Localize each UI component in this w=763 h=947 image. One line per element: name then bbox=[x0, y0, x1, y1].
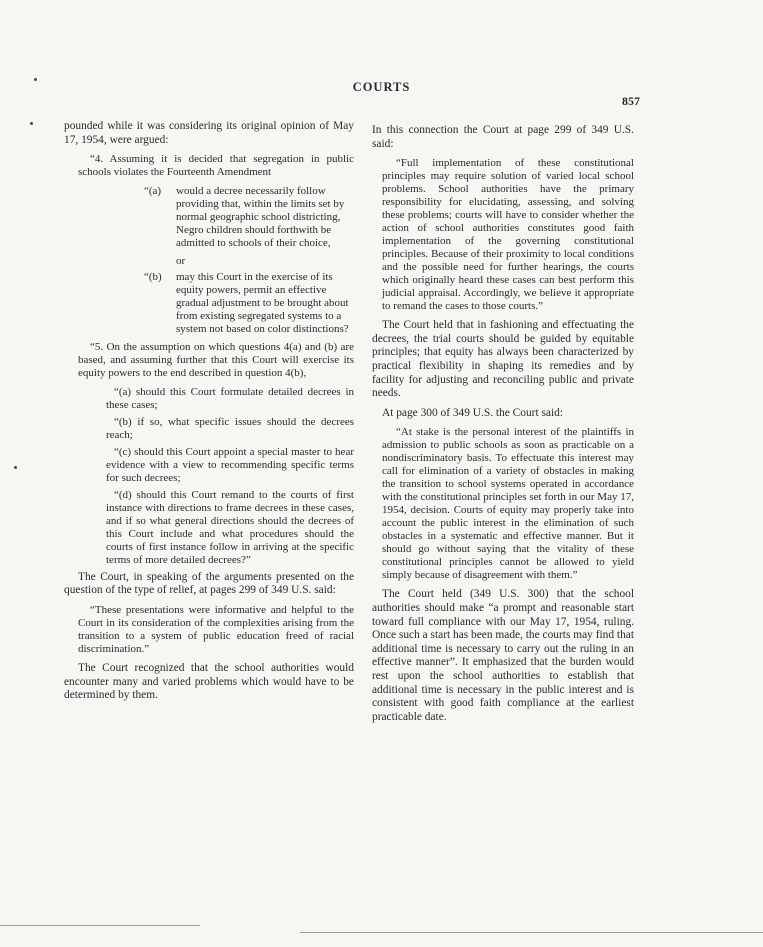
block-quote: “These presentations were informative and helpful to the Court in its consideration of the complexities arising from the transition to a system of public education freed of racial discrimination.” bbox=[78, 603, 354, 655]
block-quote: “At stake is the personal interest of the plaintiffs in admission to public schools as soon as practicable on a nondiscriminatory basis. To effectuate this interest may call for elimination of a variety of obstacles in making the transition to school systems operated in accordance with the constitutional principles set forth in our May 17, 1954, decision. Courts of equity may properly take into account the public interest in the elimination of such obstacles in a systematic and effective manner. But it should go without saying that the vitality of these constitutional principles cannot be allowed to yield simply because of disagreement with them.” bbox=[382, 426, 634, 582]
question-5b: “(b) if so, what specific issues should the decrees reach; bbox=[106, 415, 354, 441]
item-text: would a decree necessarily follow providing that, within the limits set by normal geographic school districting, Negro children should forthwith be admitted to schools of their choice, bbox=[176, 185, 345, 250]
item-text: may this Court in the exercise of its equity powers, permit an effective gradual adjustment to be brought about from existing segregated systems to a system not based on color distinctions? bbox=[176, 270, 349, 335]
scan-speck bbox=[14, 466, 17, 469]
page-number: 857 bbox=[622, 94, 640, 108]
item-label: “(a) bbox=[144, 185, 162, 198]
paragraph: pounded while it was considering its original opinion of May 17, 1954, were argued: bbox=[64, 120, 354, 146]
paragraph: In this connection the Court at page 299 of 349 U.S. said: bbox=[372, 124, 634, 150]
question-5d: “(d) should this Court remand to the courts of first instance with directions to frame decrees in these cases, and if so what general directions should the decrees of this Court include and what procedures should the courts of first instance follow in arriving at the specific terms of more detailed decrees?” bbox=[106, 488, 354, 566]
paragraph: The Court held (349 U.S. 300) that the school authorities should make “a prompt and reasonable start toward full compliance with our May 17, 1954, ruling. Once such a start has been made, the courts may find that additional time is necessary to carry out the ruling in an effective manner”. It emphasized that the burden would rest upon the school authorities to establish that additional time is necessary in the public interest and is consistent with good faith compliance at the earliest practicable date. bbox=[372, 588, 634, 723]
question-4a bbox=[64, 185, 354, 250]
scan-edge-line bbox=[0, 925, 200, 926]
question-4: “4. Assuming it is decided that segregation in public schools violates the Fourteenth Amendment bbox=[78, 153, 354, 179]
paragraph: The Court held that in fashioning and effectuating the decrees, the trial courts should be guided by equitable principles; that equity has always been characterized by practical flexibility in shaping its remedies and by facility for adjusting and reconciling public and private needs. bbox=[372, 319, 634, 400]
scan-speck bbox=[30, 122, 33, 125]
paragraph: At page 300 of 349 U.S. the Court said: bbox=[382, 406, 563, 419]
question-5a: “(a) should this Court formulate detailed decrees in these cases; bbox=[106, 385, 354, 411]
scan-edge-line bbox=[300, 932, 763, 933]
left-column bbox=[64, 120, 354, 709]
conjunction: or bbox=[176, 255, 186, 268]
paragraph: The Court recognized that the school authorities would encounter many and varied problems which would have to be determined by them. bbox=[64, 661, 354, 702]
running-header: COURTS bbox=[352, 80, 411, 94]
scan-speck bbox=[34, 78, 37, 81]
block-quote: “Full implementation of these constitutional principles may require solution of varied local school problems. School authorities have the primary responsibility for elucidating, assessing, and solving these problems; courts will have to consider whether the action of school authorities constitutes good faith implementation of the governing constitutional principles. Because of their proximity to local conditions and the possible need for further hearings, the courts which originally heard these cases can best perform this judicial appraisal. Accordingly, we believe it appropriate to remand the cases to those courts.” bbox=[382, 157, 634, 313]
question-5: “5. On the assumption on which questions 4(a) and (b) are based, and assuming further that this Court will exercise its equity powers to the end described in question 4(b), bbox=[78, 340, 354, 379]
right-column bbox=[372, 124, 634, 730]
question-5c: “(c) should this Court appoint a special master to hear evidence with a view to recommending specific terms for such decrees; bbox=[106, 445, 354, 484]
item-label: “(b) bbox=[144, 270, 162, 283]
paragraph: The Court, in speaking of the arguments presented on the question of the type of relief, at pages 299 of 349 U.S. said: bbox=[64, 570, 354, 597]
question-4b bbox=[64, 271, 354, 336]
